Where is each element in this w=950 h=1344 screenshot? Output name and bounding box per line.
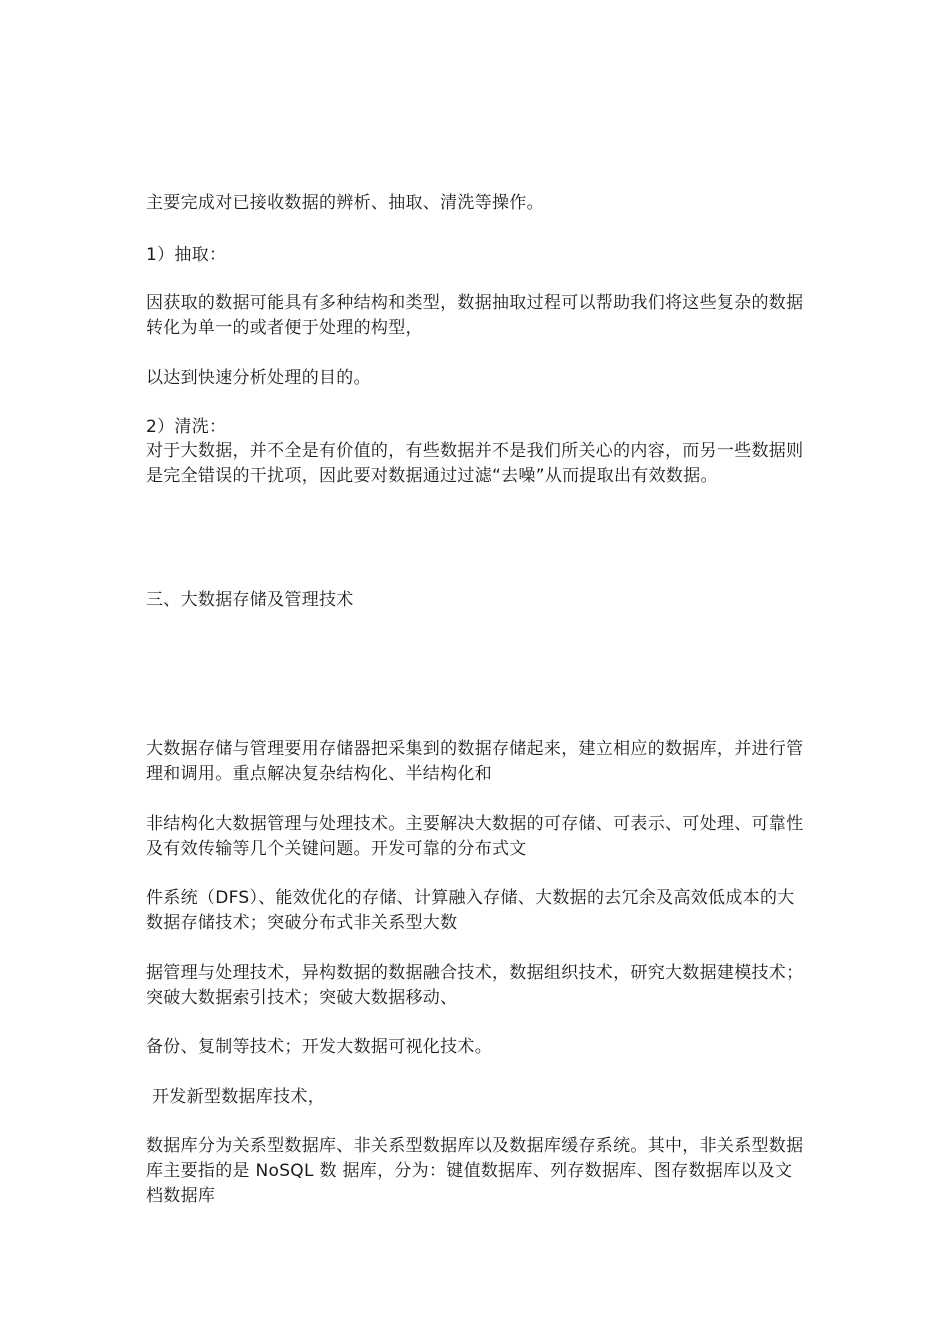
heading-extract: 1）抽取：: [146, 245, 227, 265]
paragraph-storage-3: 件系统（DFS）、能效优化的存储、计算融入存储、大数据的去冗余及高效低成本的大数据存储技术；突破分布式非关系型大数: [146, 888, 795, 933]
paragraph-extract: 因获取的数据可能具有多种结构和类型，数据抽取过程可以帮助我们将这些复杂的数据转化为单一的或者便于处理的构型，: [146, 293, 804, 338]
paragraph-storage-2: 非结构化大数据管理与处理技术。主要解决大数据的可存储、可表示、可处理、可靠性及有效传输等几个关键问题。开发可靠的分布式文: [146, 814, 804, 859]
section-heading-storage: 三、大数据存储及管理技术: [146, 590, 354, 610]
heading-clean: 2）清洗：: [146, 417, 227, 437]
paragraph-storage-1: 大数据存储与管理要用存储器把采集到的数据存储起来，建立相应的数据库，并进行管理和调用。重点解决复杂结构化、半结构化和: [146, 739, 804, 784]
paragraph-storage-4: 据管理与处理技术，异构数据的数据融合技术，数据组织技术，研究大数据建模技术；突破大数据索引技术；突破大数据移动、: [146, 963, 804, 1008]
paragraph-new-db: 开发新型数据库技术，: [152, 1087, 325, 1107]
paragraph-extract-purpose: 以达到快速分析处理的目的。: [146, 368, 371, 388]
paragraph-clean: 对于大数据，并不全是有价值的，有些数据并不是我们所关心的内容，而另一些数据则是完全错误的干扰项，因此要对数据通过过滤“去噪”从而提取出有效数据。: [146, 441, 804, 486]
paragraph-storage-5: 备份、复制等技术；开发大数据可视化技术。: [146, 1037, 492, 1057]
paragraph-intro: 主要完成对已接收数据的辨析、抽取、清洗等操作。: [146, 193, 544, 213]
paragraph-db-types: 数据库分为关系型数据库、非关系型数据库以及数据库缓存系统。其中，非关系型数据库主要指的是 NoSQL 数 据库，分为：键值数据库、列存数据库、图存数据库以及文档数据库: [146, 1136, 804, 1206]
